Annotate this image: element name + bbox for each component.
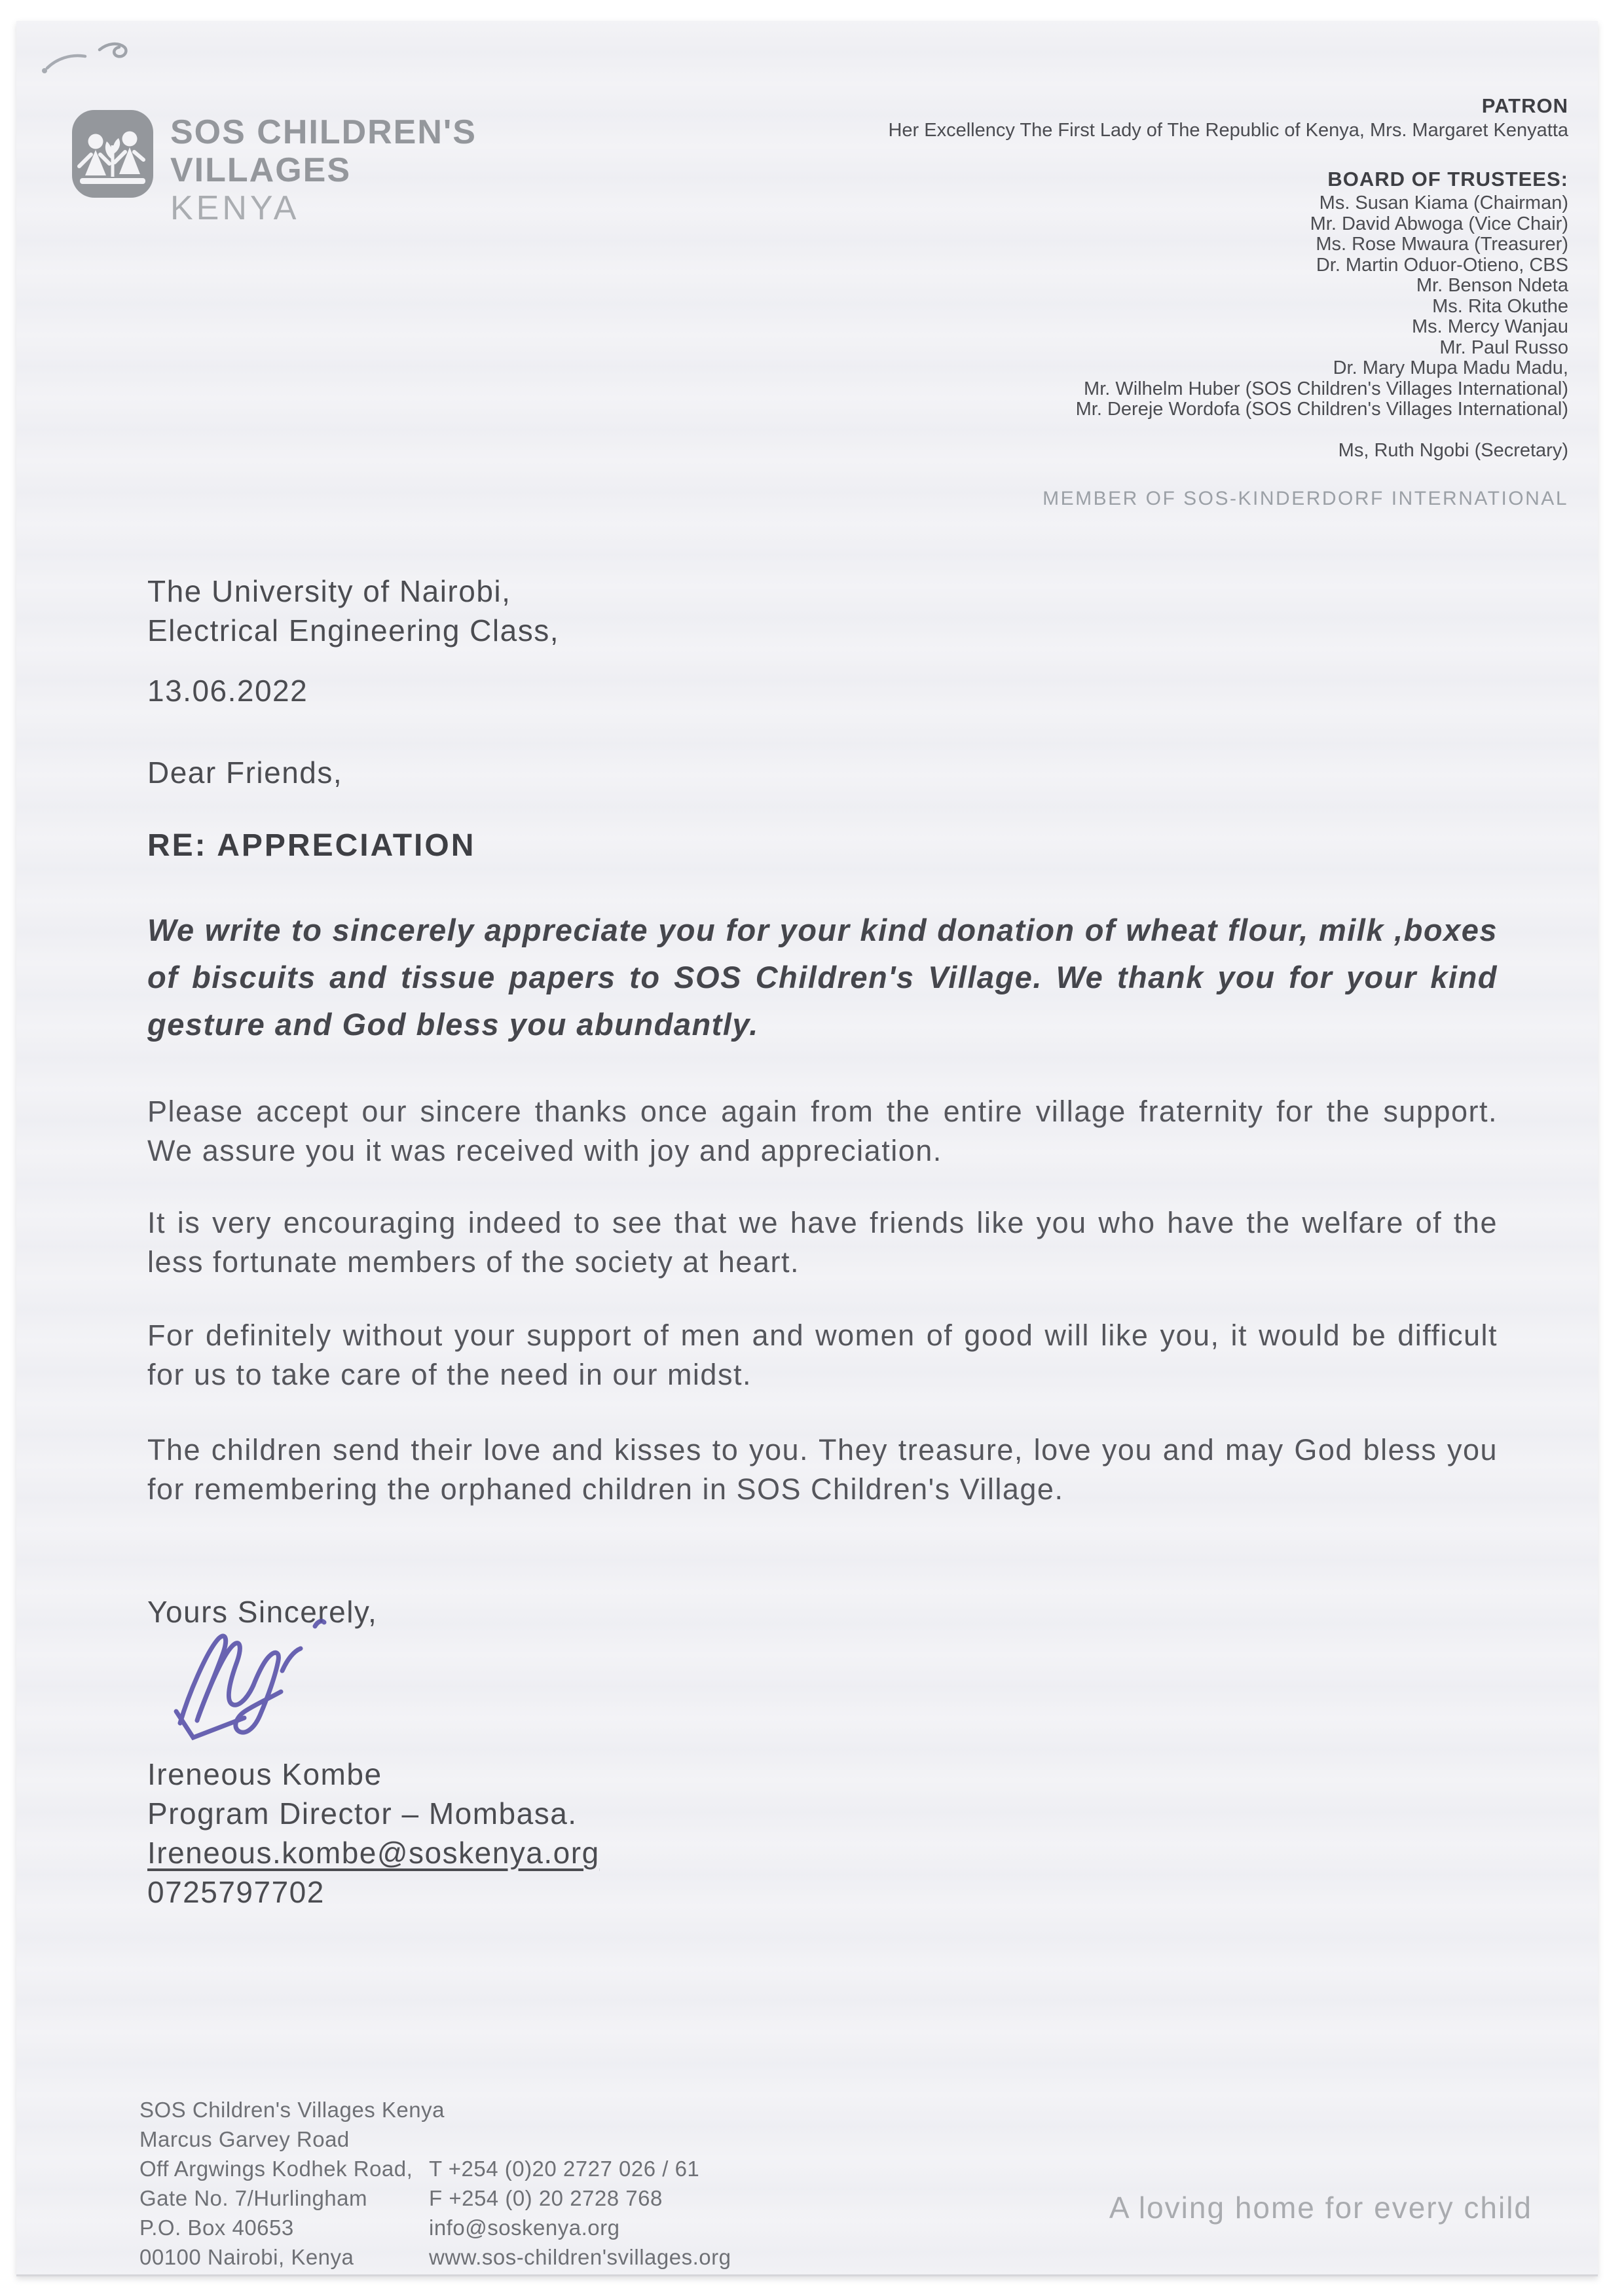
signatory-name: Ireneous Kombe [147, 1757, 382, 1791]
recipient-line-2: Electrical Engineering Class, [147, 613, 559, 647]
paragraph-thanks: Please accept our sincere thanks once again from the entire village fraternity for the support. We assure you it was received with joy and appreciation. [147, 1095, 1498, 1167]
trustee-item: Dr. Martin Oduor-Otieno, CBS [1316, 254, 1568, 276]
salutation: Dear Friends, [147, 756, 343, 790]
letterhead-right-column [586, 94, 1568, 510]
footer-address-line: Gate No. 7/Hurlingham [139, 2186, 367, 2210]
board-of-trustees-label: BOARD OF TRUSTEES: [1327, 168, 1568, 191]
closing-line: Yours Sincerely, [147, 1595, 378, 1629]
trustees-list [586, 193, 1568, 420]
sos-logo-icon [71, 109, 155, 199]
footer-address-line: P.O. Box 40653 [139, 2215, 294, 2240]
footer-address-line: 00100 Nairobi, Kenya [139, 2245, 354, 2269]
trustee-item: Mr. Dereje Wordofa (SOS Children's Villages International) [1075, 399, 1568, 420]
trustee-item: Mr. Paul Russo [1439, 337, 1568, 358]
trustee-item: Mr. Wilhelm Huber (SOS Children's Villages International) [1084, 378, 1568, 399]
letter-date: 13.06.2022 [147, 674, 308, 708]
letterhead-org-name [170, 113, 477, 227]
trustee-item: Ms. Susan Kiama (Chairman) [1319, 192, 1568, 213]
trustee-item: Ms. Rose Mwaura (Treasurer) [1316, 234, 1568, 255]
logo-line-country: KENYA [170, 189, 300, 227]
signatory-phone: 0725797702 [147, 1875, 325, 1909]
recipient-line-1: The University of Nairobi, [147, 574, 511, 608]
paragraph-support: For definitely without your support of men and women of good will like you, it would be difficult for us to take care of the need in our midst. [147, 1319, 1498, 1391]
handwritten-signature [160, 1612, 350, 1762]
footer-contact-block [429, 2154, 731, 2272]
pen-scribble-mark [39, 30, 183, 82]
paragraph-encouragement: It is very encouraging indeed to see that we have friends like you who have the welfare of the less fortunate members of the society at heart. [147, 1206, 1498, 1279]
signatory-email: Ireneous.kombe@soskenya.org [147, 1836, 600, 1870]
signatory-title: Program Director – Mombasa. [147, 1796, 578, 1831]
trustee-item: Mr. Benson Ndeta [1416, 275, 1568, 296]
footer-fax-line: F +254 (0) 20 2728 768 [429, 2186, 663, 2210]
trustee-item: Mr. David Abwoga (Vice Chair) [1310, 213, 1568, 234]
footer-address-line: Off Argwings Kodhek Road, [139, 2157, 413, 2181]
trustee-item: Ms. Mercy Wanjau [1411, 316, 1568, 337]
footer-address-line: Marcus Garvey Road [139, 2127, 350, 2151]
trustee-item: Dr. Mary Mupa Madu Madu, [1333, 357, 1568, 378]
footer-address-block [139, 2095, 445, 2272]
footer-address-line: SOS Children's Villages Kenya [139, 2098, 445, 2122]
trustee-item: Ms. Rita Okuthe [1432, 295, 1568, 317]
subject-line: RE: APPRECIATION [147, 828, 476, 863]
logo-line-2: VILLAGES [170, 151, 352, 189]
organization-tagline: A loving home for every child [1109, 2191, 1532, 2225]
paragraph-children: The children send their love and kisses to you. They treasure, love you and may God bless you for remembering the orphaned children in SOS Children's Village. [147, 1433, 1498, 1506]
membership-line: MEMBER OF SOS-KINDERDORF INTERNATIONAL [1043, 487, 1568, 509]
footer-phone-line: T +254 (0)20 2727 026 / 61 [429, 2157, 700, 2181]
patron-name: Her Excellency The First Lady of The Republic of Kenya, Mrs. Margaret Kenyatta [888, 120, 1568, 141]
secretary-line: Ms, Ruth Ngobi (Secretary) [1338, 439, 1568, 461]
footer-email-line: info@soskenya.org [429, 2215, 620, 2240]
footer-website-line: www.sos-children'svillages.org [429, 2245, 731, 2269]
paragraph-appreciation: We write to sincerely appreciate you for your kind donation of wheat flour, milk ,boxes of biscuits and tissue papers to SOS Children's Village. We thank you for your kind gesture and God bless you abundantly. [147, 913, 1498, 1042]
letter-paper [16, 21, 1598, 2276]
patron-label: PATRON [1481, 94, 1568, 117]
logo-line-1: SOS CHILDREN'S [170, 113, 477, 151]
